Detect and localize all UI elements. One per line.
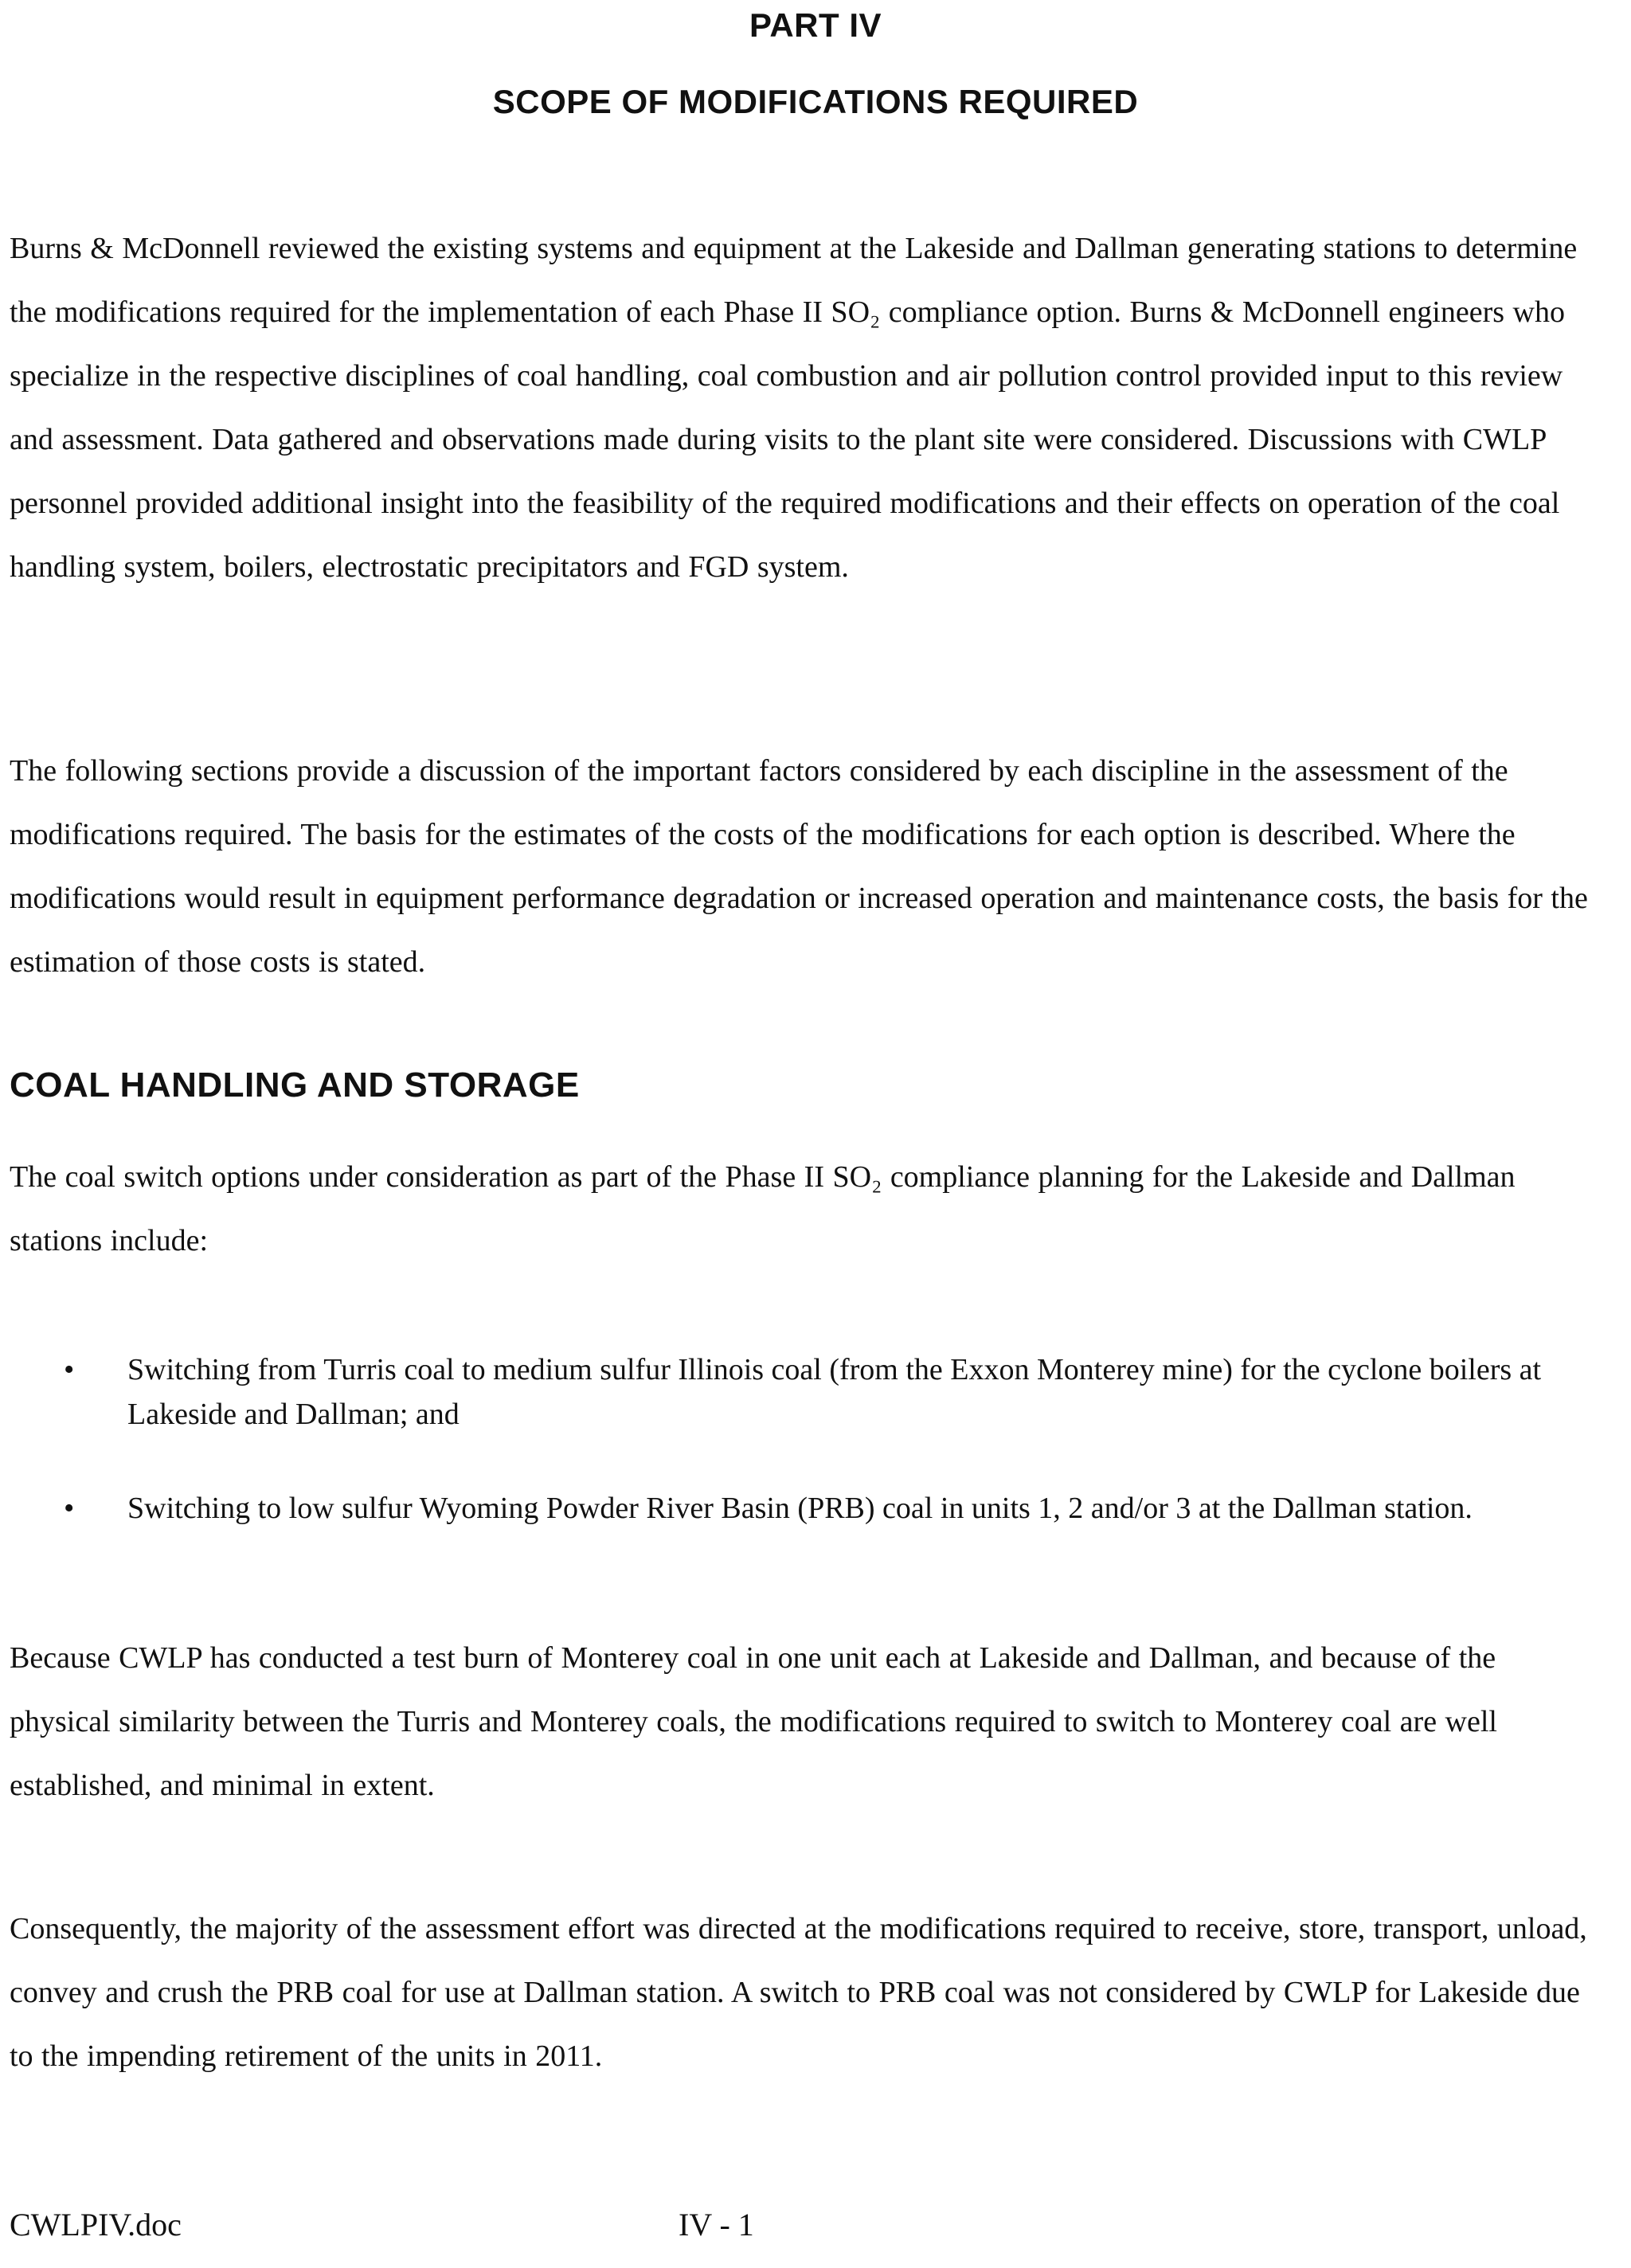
assessment-effort-paragraph: Consequently, the majority of the assessment effort was directed at the modifications required to receive, store, transport, unload, convey and crush the PRB coal for use at Dallman station. A switch to PRB coal was not considered by CWLP for Lakeside due to the impending retirement of the units in 2011. [10,1912,1587,2073]
intro-paragraph: Burns & McDonnell reviewed the existing systems and equipment at the Lakeside and Dallman generating stations to determine the modifications required for the implementation of each Phase II SO₂ compliance option. Burns & McDonnell engineers who specialize in the respective disciplines of coal handling, coal combustion and air pollution control provided input to this review and assessment. Data gathered and observations made during visits to the plant site were considered. Discussions with CWLP personnel provided additional insight into the feasibility of the required modifications and their effects on operation of the coal handling system, boilers, electrostatic precipitators and FGD system. [10,232,1578,584]
page-title: SCOPE OF MODIFICATIONS REQUIRED [492,83,1139,120]
list-item-text: Switching to low sulfur Wyoming Powder River Basin (PRB) coal in units 1, 2 and/or 3 at the Dallman station. [127,1492,1473,1525]
bullet-icon: • [64,1492,75,1525]
section-heading-coal-handling: COAL HANDLING AND STORAGE [10,1066,580,1105]
list-item [64,1347,1577,1437]
part-title: PART IV [749,6,882,44]
test-burn-paragraph: Because CWLP has conducted a test burn of Monterey coal in one unit each at Lakeside and Dallman, and because of the physical similarity between the Turris and Monterey coals, the modifications required to switch to Monterey coal are well established, and minimal in extent. [10,1641,1497,1802]
footer-filename: CWLPIV.doc [10,2207,182,2243]
bullet-icon: • [64,1353,75,1386]
footer-page-number: IV - 1 [679,2207,754,2243]
list-item-text: Switching from Turris coal to medium sulfur Illinois coal (from the Exxon Monterey mine) for the cyclone boilers at Lakeside and Dallman; and [127,1353,1542,1431]
sections-overview-paragraph: The following sections provide a discussion of the important factors considered by each discipline in the assessment of the modifications required. The basis for the estimates of the costs of the modifications for each option is described. Where the modifications would result in equipment performance degradation or increased operation and maintenance costs, the basis for the estimation of those costs is stated. [10,754,1588,979]
coal-switch-options-paragraph: The coal switch options under consideration as part of the Phase II SO₂ compliance planning for the Lakeside and Dallman stations include: [10,1160,1516,1257]
list-item [64,1486,1577,1531]
